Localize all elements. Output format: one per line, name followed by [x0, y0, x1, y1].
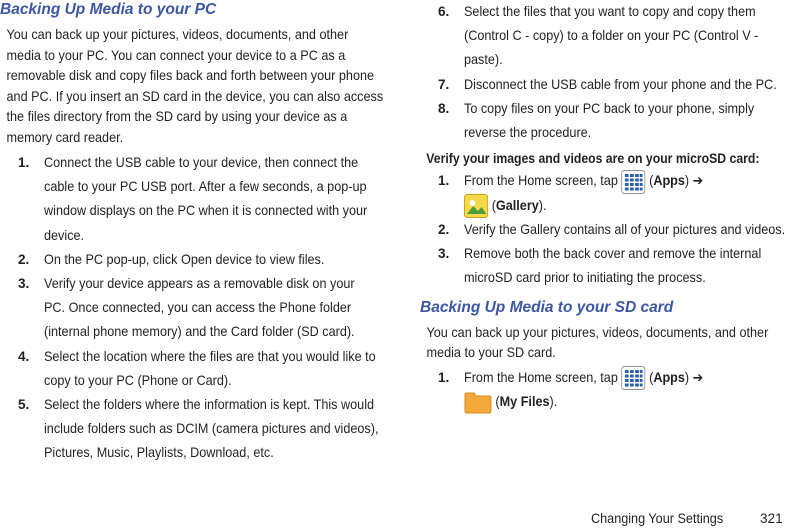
page-number: 321 [760, 511, 783, 526]
intro-paragraph: You can back up your pictures, videos, documents, and other media to your PC. You can connect your device to a PC as a removable disk and copy files back and forth between your phone and PC. If you insert an SD card in the device, you can also access the files directory from the SD card by using your device as a memory card reader. [6, 27, 384, 145]
sd-steps-list [420, 366, 803, 415]
verify-subheading: Verify your images and videos are on your microSD card: [426, 151, 760, 167]
list-item: 1. From the Home screen, tap (Apps) ➔ (My Files). [420, 366, 803, 415]
section-heading-pc: Backing Up Media to your PC [0, 1, 217, 18]
list-item: 3. Verify your device appears as a removable disk on your PC. Once connected, you can access the Phone folder (internal phone memory) and the Card folder (SD card). [18, 276, 355, 340]
apps-grid-icon [621, 366, 645, 390]
list-item: 7. Disconnect the USB cable from your phone and the PC. [438, 76, 777, 92]
pc-steps-continued [420, 0, 803, 145]
list-item: 2. Verify the Gallery contains all of your pictures and videos. [438, 222, 786, 238]
left-column [0, 0, 392, 466]
list-item: 5. Select the folders where the information is kept. This would include folders such as DCIM (camera pictures and videos), Pictures, Music, Playlists, Download, etc. [18, 397, 379, 461]
folder-icon [464, 390, 492, 414]
list-item: 2. On the PC pop-up, click Open device to view files. [18, 251, 325, 267]
footer-section-title: Changing Your Settings [591, 511, 724, 526]
list-item: 4. Select the location where the files are that you would like to copy to your PC (Phone or Card). [18, 348, 376, 388]
list-item: 6. Select the files that you want to copy and copy them (Control C - copy) to a folder on your PC (Control V - paste). [438, 4, 759, 68]
pc-steps-list [0, 151, 392, 466]
list-item: 1. From the Home screen, tap (Apps) ➔ (Gallery). [420, 169, 803, 218]
list-item: 1. Connect the USB cable to your device, then connect the cable to your PC USB port. After a few seconds, a pop-up window displays on the PC when it is connected with your device. [18, 155, 368, 243]
verify-steps-list [420, 169, 803, 290]
intro-paragraph-sd: You can back up your pictures, videos, documents, and other media to your SD card. [426, 324, 769, 361]
section-heading-sd: Backing Up Media to your SD card [420, 298, 674, 316]
gallery-icon [464, 194, 488, 218]
list-item: 3. Remove both the back cover and remove the internal microSD card prior to initiating the process. [438, 246, 762, 286]
list-item: 8. To copy files on your PC back to your phone, simply reverse the procedure. [438, 100, 755, 141]
apps-grid-icon [621, 170, 645, 194]
page-footer [0, 511, 803, 529]
right-column [420, 0, 803, 414]
